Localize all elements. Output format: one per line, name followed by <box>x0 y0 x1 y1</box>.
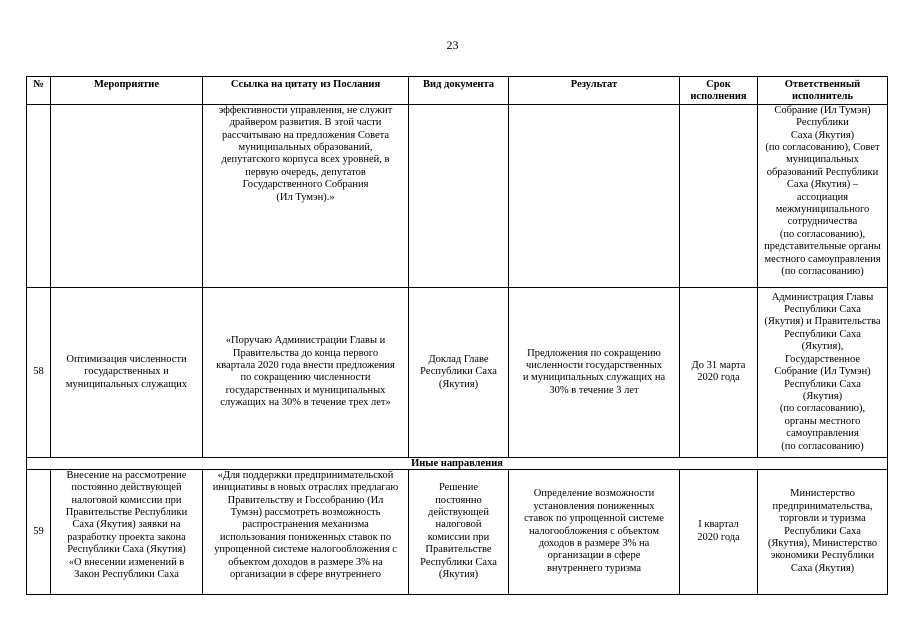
row-59-doc-type: Решение постоянно действующей налоговой комиссии при Правительстве Республики Саха (Якутия) <box>409 469 509 594</box>
row-58-doc-type: Доклад Главе Республики Саха (Якутия) <box>409 287 509 457</box>
table-row <box>27 287 888 457</box>
table-row <box>27 104 888 287</box>
row-cont-deadline <box>680 104 758 287</box>
row-cont-event <box>51 104 203 287</box>
row-cont-result <box>509 104 680 287</box>
header-deadline: Срок исполнения <box>680 77 758 105</box>
table-row <box>27 469 888 594</box>
header-row <box>27 77 888 105</box>
row-58-quote: «Поручаю Администрации Главы и Правительства до конца первого квартала 2020 года внести предложения по сокращению численности государственных и муниципальных служащих на 30% в течение трех лет» <box>203 287 409 457</box>
row-58-event: Оптимизация численности государственных и муниципальных служащих <box>51 287 203 457</box>
row-cont-num <box>27 104 51 287</box>
header-event: Мероприятие <box>51 77 203 105</box>
row-59-executor: Министерство предпринимательства, торговли и туризма Республики Саха (Якутия), Министерство экономики Республики Саха (Якутия) <box>758 469 888 594</box>
row-59-deadline: I квартал 2020 года <box>680 469 758 594</box>
row-59-quote: «Для поддержки предпринимательской инициативы в новых отраслях предлагаю Правительству и Госсобранию (Ил Тумэн) рассмотреть возможность распространения механизма использования пониженных ставок по упрощенной системе налогообложения с объектом доходов в размере 3% на организации в сфере внутреннего <box>203 469 409 594</box>
section-row <box>27 457 888 469</box>
row-59-event: Внесение на рассмотрение постоянно действующей налоговой комиссии при Правительстве Республики Саха (Якутия) заявки на разработку проекта закона Республики Саха (Якутия) «О внесении изменений в Закон Республики Саха <box>51 469 203 594</box>
page-number: 23 <box>446 38 459 52</box>
row-cont-executor: Собрание (Ил Тумэн) Республики Саха (Якутия) (по согласованию), Совет муниципальных образований Республики Саха (Якутия) – ассоциация межмуниципального сотрудничества (по согласованию), представительные органы местного самоуправления (по согласованию) <box>758 104 888 287</box>
header-executor: Ответственный исполнитель <box>758 77 888 105</box>
row-58-executor: Администрация Главы Республики Саха (Якутия) и Правительства Республики Саха (Якутия), Государственное Собрание (Ил Тумэн) Республики Саха (Якутия) (по согласованию), органы местного самоуправления (по согласованию) <box>758 287 888 457</box>
plan-table <box>26 76 888 595</box>
row-59-result: Определение возможности установления пониженных ставок по упрощенной системе налогообложения с объектом доходов в размере 3% на организации в сфере внутреннего туризма <box>509 469 680 594</box>
header-result: Результат <box>509 77 680 105</box>
row-58-deadline: До 31 марта 2020 года <box>680 287 758 457</box>
row-58-num: 58 <box>27 287 51 457</box>
row-cont-quote: эффективности управления, не служит драйвером развития. В этой части рассчитываю на предложения Совета муниципальных образований, депутатского корпуса всех уровней, в первую очередь, депутатов Государственного Собрания (Ил Тумэн).» <box>203 104 409 287</box>
section-title: Иные направления <box>27 457 888 469</box>
header-num: № <box>27 77 51 105</box>
row-58-result: Предложения по сокращению численности государственных и муниципальных служащих на 30% в течение 3 лет <box>509 287 680 457</box>
header-quote: Ссылка на цитату из Послания <box>203 77 409 105</box>
row-cont-doc-type <box>409 104 509 287</box>
header-doc-type: Вид документа <box>409 77 509 105</box>
row-59-num: 59 <box>27 469 51 594</box>
